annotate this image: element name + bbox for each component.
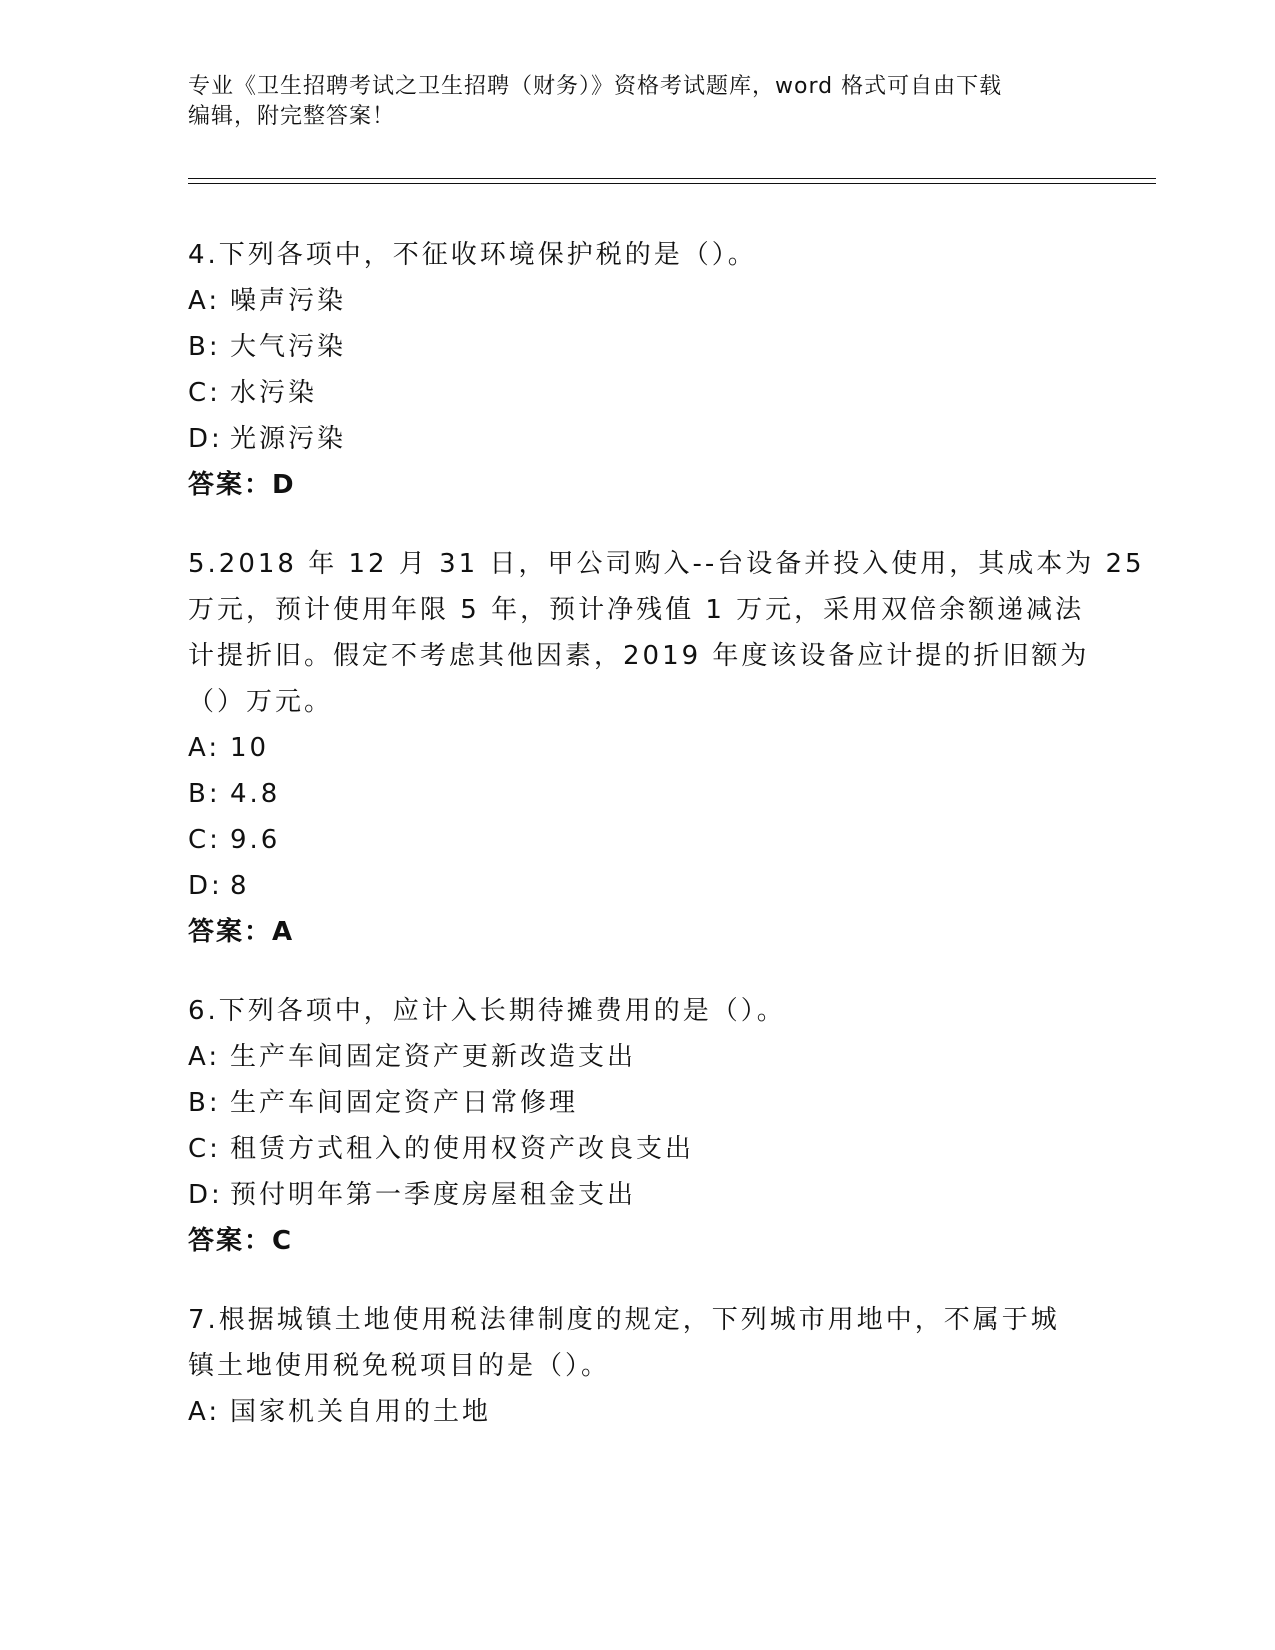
- question-stem: 5.2018 年 12 月 31 日，甲公司购入--台设备并投入使用，其成本为 25: [188, 549, 1145, 579]
- question-stem: 4.下列各项中，不征收环境保护税的是（）。: [188, 240, 757, 270]
- option-letter: D:: [188, 1180, 223, 1210]
- header-line: 专业《卫生招聘考试之卫生招聘（财务）》资格考试题库，word 格式可自由下载: [188, 74, 1003, 99]
- answer-line: 答案：D: [188, 470, 296, 500]
- option-letter: B:: [188, 1088, 221, 1118]
- option-letter: B:: [188, 779, 221, 809]
- option-c: [188, 817, 1088, 863]
- option-letter: A:: [188, 286, 221, 316]
- header-divider: [188, 183, 1156, 184]
- option-text: 预付明年第一季度房屋租金支出: [230, 1180, 637, 1210]
- option-d: [188, 1172, 1088, 1218]
- question-stem: （）万元。: [188, 687, 334, 717]
- option-a: [188, 278, 1088, 324]
- option-letter: B:: [188, 332, 221, 362]
- option-letter: A:: [188, 733, 221, 763]
- question-stem: 万元，预计使用年限 5 年，预计净残值 1 万元，采用双倍余额递减法: [188, 595, 1085, 625]
- question-5: [188, 541, 1145, 955]
- option-letter: C:: [188, 825, 221, 855]
- option-text: 10: [230, 733, 270, 763]
- option-text: 生产车间固定资产日常修理: [230, 1088, 579, 1118]
- option-text: 国家机关自用的土地: [230, 1397, 492, 1427]
- option-c: [188, 370, 1088, 416]
- header-line: 编辑，附完整答案！: [188, 104, 396, 129]
- option-letter: A:: [188, 1042, 221, 1072]
- question-list: [188, 232, 1145, 1468]
- question-6: [188, 988, 1088, 1264]
- option-text: 4.8: [230, 779, 281, 809]
- option-a: [188, 725, 1088, 771]
- question-stem: 计提折旧。假定不考虑其他因素，2019 年度该设备应计提的折旧额为: [188, 641, 1090, 671]
- option-text: 租赁方式租入的使用权资产改良支出: [230, 1134, 695, 1164]
- option-letter: D:: [188, 424, 223, 454]
- question-stem: 6.下列各项中，应计入长期待摊费用的是（）。: [188, 996, 786, 1026]
- option-a: [188, 1389, 1088, 1435]
- option-text: 9.6: [230, 825, 281, 855]
- option-d: [188, 863, 1088, 909]
- option-text: 生产车间固定资产更新改造支出: [230, 1042, 637, 1072]
- question-4: [188, 232, 1088, 508]
- option-text: 光源污染: [230, 424, 347, 454]
- question-7: [188, 1297, 1088, 1435]
- option-text: 8: [230, 871, 250, 901]
- option-letter: D:: [188, 871, 223, 901]
- document-header: [188, 72, 1088, 132]
- option-letter: A:: [188, 1397, 221, 1427]
- option-b: [188, 1080, 1088, 1126]
- header-divider: [188, 178, 1156, 179]
- answer-line: 答案：A: [188, 917, 295, 947]
- option-letter: C:: [188, 378, 221, 408]
- option-b: [188, 324, 1088, 370]
- option-d: [188, 416, 1088, 462]
- option-letter: C:: [188, 1134, 221, 1164]
- option-a: [188, 1034, 1088, 1080]
- option-text: 噪声污染: [230, 286, 347, 316]
- option-b: [188, 771, 1088, 817]
- answer-line: 答案：C: [188, 1226, 294, 1256]
- question-stem: 7.根据城镇土地使用税法律制度的规定，下列城市用地中，不属于城: [188, 1305, 1060, 1335]
- option-c: [188, 1126, 1088, 1172]
- option-text: 大气污染: [230, 332, 347, 362]
- question-stem: 镇土地使用税免税项目的是（）。: [188, 1351, 611, 1381]
- option-text: 水污染: [230, 378, 318, 408]
